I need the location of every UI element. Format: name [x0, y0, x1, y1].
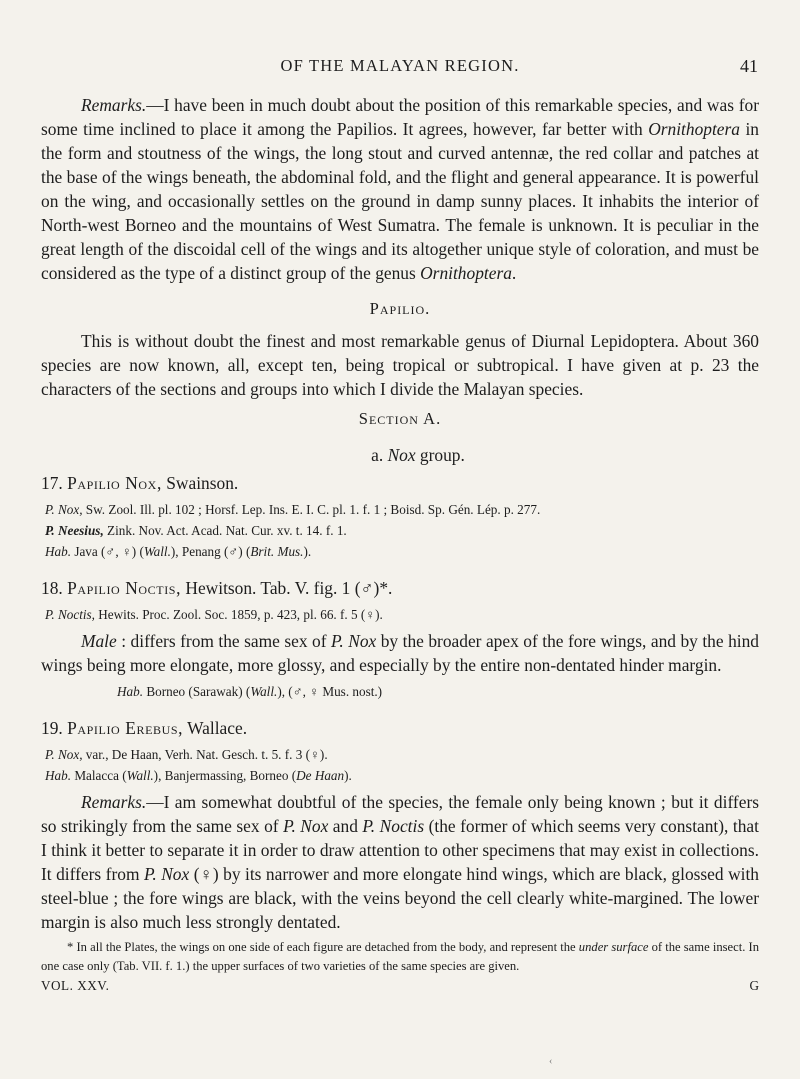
species-reference: P. Nox — [283, 816, 329, 836]
species-author: Swainson. — [161, 473, 239, 493]
synonym-reference: Sw. Zool. Ill. pl. 102 ; Horsf. Lep. Ins. E. I. C. pl. 1. f. 1 ; Boisd. Sp. Gén. Lép. p. 277. — [82, 502, 541, 517]
species-17-habitat — [41, 541, 759, 562]
species-number: 19. — [41, 718, 63, 738]
collector-name: De Haan — [296, 768, 345, 783]
page-number: 41 — [740, 56, 758, 76]
genus-paragraph: This is without doubt the finest and most remarkable genus of Diurnal Lepidoptera. About 360 species are now known, all, except ten, being tropical or subtropical. I have given at p. 23 the characters of the sections and groups into which I divide the Malayan species. — [41, 331, 759, 399]
synonym-reference: Hewits. Proc. Zool. Soc. 1859, p. 423, pl. 66. f. 5 (♀). — [94, 607, 383, 622]
habitat-label: Hab. — [117, 684, 144, 699]
remarks-text: . — [511, 263, 517, 283]
species-19-remarks — [41, 790, 759, 934]
synonym-reference: var., De Haan, Verh. Nat. Gesch. t. 5. f. 3 (♀). — [82, 747, 328, 762]
footnote — [41, 938, 759, 976]
remarks-text: (♀) by its narrower and more elongate hind wings, which are black, glossed with steel-blue ; the fore wings are black, with the veins beyond the cell clearly white-margined. The lower margin is also much less strongly dentated. — [41, 864, 759, 932]
species-number: 17. — [41, 473, 63, 493]
species-17-synonym-2 — [41, 520, 759, 541]
species-name: Papilio Erebus, — [67, 718, 184, 738]
synonym-name: P. Neesius, — [45, 523, 104, 538]
running-title: OF THE MALAYAN REGION. — [280, 56, 520, 75]
species-18-habitat — [41, 681, 759, 702]
species-17-heading — [41, 471, 759, 495]
group-prefix: a. — [371, 445, 388, 465]
footnote-text: of the same insect. In one case only (Tab. VII. f. 1.) the upper surfaces of two varieties of the same species are given. — [41, 940, 760, 973]
species-number: 18. — [41, 578, 63, 598]
section-heading: Section A. — [358, 409, 442, 428]
group-suffix: group. — [415, 445, 465, 465]
synonym-name: P. Noctis, — [45, 607, 95, 622]
species-18-heading — [41, 576, 759, 600]
remarks-label: Remarks. — [81, 95, 147, 115]
synonym-name: P. Nox, — [45, 747, 83, 762]
species-19-habitat — [41, 765, 759, 786]
description-text: by the broader apex of the fore wings, and by the hind wings being more elongate, more glossy, and especially by the entire non-dentated hinder margin. — [41, 631, 759, 675]
synonym-name: P. Nox, — [45, 502, 83, 517]
group-name: Nox — [387, 445, 416, 465]
habitat-label: Hab. — [45, 544, 72, 559]
species-reference: P. Nox — [331, 631, 377, 651]
collector-name: Wall. — [126, 768, 154, 783]
sex-label: Male — [81, 631, 117, 651]
collector-name: Wall. — [143, 544, 171, 559]
genus-heading: Papilio. — [369, 299, 431, 318]
species-18-male-description — [41, 629, 759, 677]
remarks-text: in the form and stoutness of the wings, the long stout and curved antennæ, the red collar and patches at the base of the wings beneath, the abdominal fold, and the flight and general appearance. It is powerful on the wing, and occasionally settles on the ground in damp sunny places. It inhabits the interior of North-west Borneo and the mountains of West Sumatra. The female is unknown. It is peculiar in the great length of the discoidal cell of the wings and its altogether unique style of coloration, and must be considered as the type of a distinct group of the genus — [41, 119, 759, 283]
remarks-paragraph — [41, 93, 759, 285]
habitat-text: ), (♂, ♀ Mus. nost.) — [277, 684, 383, 699]
species-19-synonym — [41, 744, 759, 765]
species-author: Hewitson. Tab. V. fig. 1 (♂)*. — [181, 578, 393, 598]
stray-mark: ‹ — [549, 1056, 553, 1067]
species-author: Wallace. — [183, 718, 248, 738]
footnote-emphasis: under surface — [578, 940, 649, 954]
remarks-text: —I am somewhat doubtful of the species, the female only being known ; but it differs so strikingly from the same sex of — [41, 792, 759, 836]
remarks-text: —I have been in much doubt about the position of this remarkable species, and was for some time inclined to place it among the Papilios. It agrees, however, far better with — [41, 95, 759, 139]
habitat-text: Malacca ( — [71, 768, 127, 783]
habitat-text: ), Banjermassing, Borneo ( — [153, 768, 297, 783]
remarks-text: (the former of which seems very constant), that I think it better to separate it in order to draw attention to other specimens that may exist in collections. It differs from — [41, 816, 759, 884]
genus-name: Ornithoptera — [648, 119, 740, 139]
species-17-synonym-1 — [41, 499, 759, 520]
volume-mark: VOL. XXV. — [41, 978, 110, 993]
species-reference: P. Nox — [143, 864, 190, 884]
signature-mark: G — [749, 978, 759, 993]
species-18-synonym — [41, 604, 759, 625]
remarks-label: Remarks. — [81, 792, 147, 812]
habitat-text: Borneo (Sarawak) ( — [143, 684, 251, 699]
page-content — [41, 93, 759, 995]
footnote-text: * In all the Plates, the wings on one side of each figure are detached from the body, and represent the — [67, 940, 579, 954]
habitat-text: ), Penang (♂) ( — [170, 544, 251, 559]
habitat-text: ). — [303, 544, 312, 559]
collector-name: Wall. — [250, 684, 278, 699]
species-19-heading — [41, 716, 759, 740]
genus-name: Ornithoptera — [420, 263, 512, 283]
species-name: Papilio Noctis, — [67, 578, 182, 598]
habitat-text: Java (♂, ♀) ( — [71, 544, 144, 559]
running-head — [0, 56, 800, 78]
synonym-reference: Zink. Nov. Act. Acad. Nat. Cur. xv. t. 14. f. 1. — [103, 523, 347, 538]
species-name: Papilio Nox, — [67, 473, 162, 493]
habitat-text: ). — [344, 768, 352, 783]
collection-name: Brit. Mus. — [250, 544, 304, 559]
habitat-label: Hab. — [45, 768, 72, 783]
page-footer — [41, 976, 759, 995]
remarks-text: and — [328, 816, 363, 836]
group-heading — [41, 443, 759, 467]
species-reference: P. Noctis — [362, 816, 425, 836]
description-text: : differs from the same sex of — [116, 631, 332, 651]
